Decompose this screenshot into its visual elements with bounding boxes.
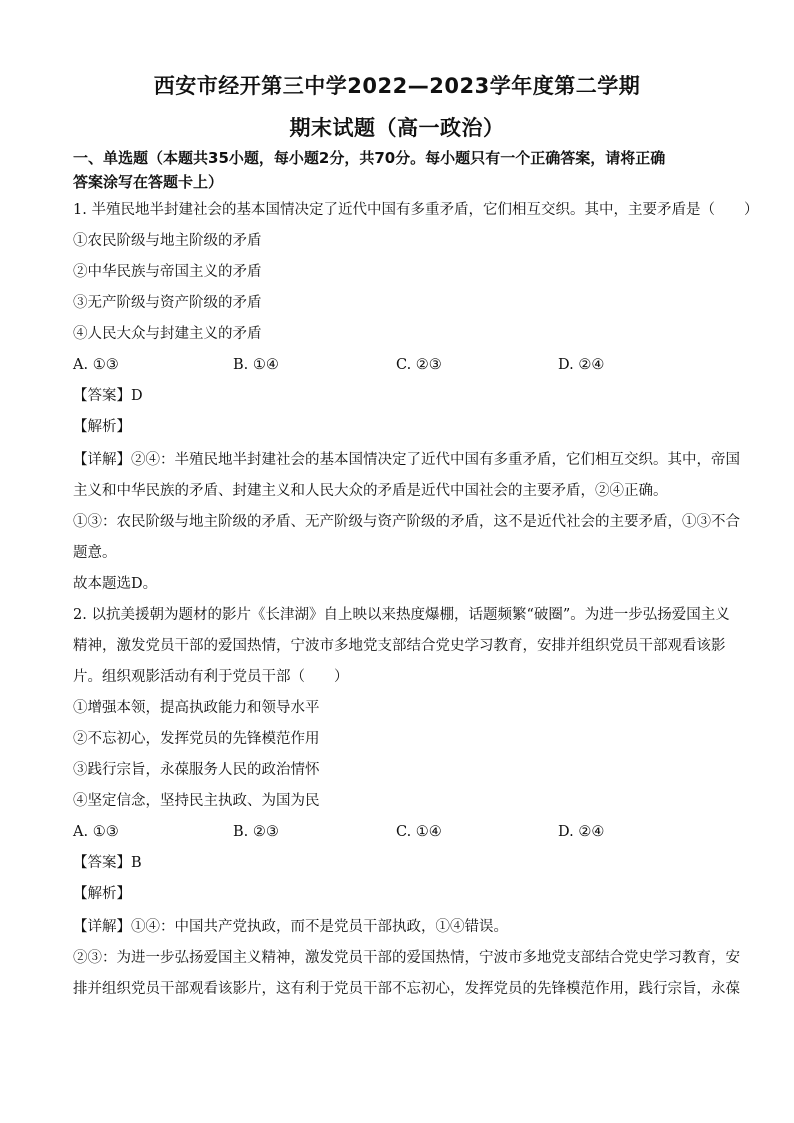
section-heading-line1: 一、单选题（本题共35小题，每小题2分，共70分。每小题只有一个正确答案，请将正确 (73, 149, 666, 167)
q2-item-4: ④坚定信念，坚持民主执政、为国为民 (73, 793, 320, 809)
q1-stem: 1. 半殖民地半封建社会的基本国情决定了近代中国有多重矛盾，它们相互交织。其中，主要矛盾是（ ） (73, 202, 759, 218)
q1-detail-line3: ①③：农民阶级与地主阶级的矛盾、无产阶级与资产阶级的矛盾，这不是近代社会的主要矛盾，①③不合 (73, 514, 740, 530)
q2-detail-line3: 排并组织党员干部观看该影片，这有利于党员干部不忘初心，发挥党员的先锋模范作用，践行宗旨，永葆 (73, 981, 740, 997)
q1-option-b: B. ①④ (233, 357, 279, 373)
q1-item-2: ②中华民族与帝国主义的矛盾 (73, 264, 262, 280)
q2-item-2: ②不忘初心，发挥党员的先锋模范作用 (73, 731, 320, 747)
q1-detail-line5: 故本题选D。 (73, 576, 158, 592)
q1-item-1: ①农民阶级与地主阶级的矛盾 (73, 233, 262, 249)
q2-option-d: D. ②④ (558, 824, 605, 840)
q2-detail-line1: 【详解】①④：中国共产党执政，而不是党员干部执政，①④错误。 (73, 919, 508, 935)
q1-answer: 【答案】D (73, 388, 143, 404)
q2-stem-line2: 精神，激发党员干部的爱国热情，宁波市多地党支部结合党史学习教育，安排并组织党员干部观看该影 (73, 638, 726, 654)
q2-stem-line3: 片。组织观影活动有利于党员干部（ ） (73, 669, 349, 685)
q2-stem-line1: 2. 以抗美援朝为题材的影片《长津湖》自上映以来热度爆棚，话题频繁“破圈”。为进一步弘扬爱国主义 (73, 607, 730, 623)
q1-detail-line2: 主义和中华民族的矛盾、封建主义和人民大众的矛盾是近代中国社会的主要矛盾，②④正确。 (73, 483, 668, 499)
q1-item-3: ③无产阶级与资产阶级的矛盾 (73, 295, 262, 311)
q1-detail-line1: 【详解】②④：半殖民地半封建社会的基本国情决定了近代中国有多重矛盾，它们相互交织。其中，帝国 (73, 452, 740, 468)
section-heading-line2: 答案涂写在答题卡上） (73, 173, 224, 191)
q1-detail-line4: 题意。 (73, 545, 117, 561)
q2-option-a: A. ①③ (73, 824, 119, 840)
q2-analysis-label: 【解析】 (73, 886, 131, 902)
q2-item-3: ③践行宗旨，永葆服务人民的政治情怀 (73, 762, 320, 778)
q2-item-1: ①增强本领，提高执政能力和领导水平 (73, 700, 320, 716)
q2-answer: 【答案】B (73, 855, 142, 871)
q1-option-d: D. ②④ (558, 357, 605, 373)
q1-analysis-label: 【解析】 (73, 419, 131, 435)
q1-option-c: C. ②③ (396, 357, 442, 373)
q2-option-b: B. ②③ (233, 824, 279, 840)
q1-option-a: A. ①③ (73, 357, 119, 373)
exam-title-line2: 期末试题（高一政治） (289, 116, 505, 140)
q2-option-c: C. ①④ (396, 824, 442, 840)
q1-item-4: ④人民大众与封建主义的矛盾 (73, 326, 262, 342)
q2-detail-line2: ②③：为进一步弘扬爱国主义精神，激发党员干部的爱国热情，宁波市多地党支部结合党史学习教育，安 (73, 950, 740, 966)
exam-title-line1: 西安市经开第三中学2022—2023学年度第二学期 (153, 74, 641, 98)
